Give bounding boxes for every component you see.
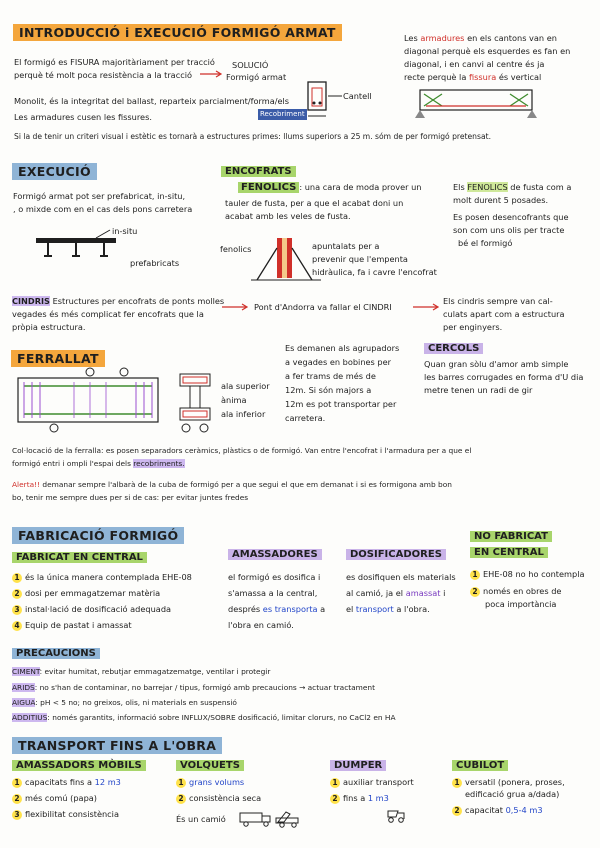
amassadores-line-3: després es transporta a <box>228 604 326 614</box>
intro-line-1: El formigó es FISURA majoritàriament per tracció <box>14 57 215 67</box>
fenolics-right-5: bé el formigó <box>458 238 513 248</box>
truck-icon <box>240 809 306 829</box>
ferrallat-mid-5: 12m es pot transportar per <box>285 399 397 409</box>
dosificadores-line-1: es dosifiquen els materials <box>346 572 456 582</box>
fabricat-central-title: FABRICAT EN CENTRAL <box>12 552 147 563</box>
recobriment-label: Recobriment <box>260 110 305 118</box>
cubilot-item-1-cont: edificació grua a/dada) <box>465 789 560 799</box>
formigo-armat-label: Formigó armat <box>226 72 287 82</box>
fenolics-label: fenolics <box>220 244 252 254</box>
precaucio-aigua: AIGUA: pH < 5 no; no greixos, olis, ni materials en suspensió <box>12 698 237 707</box>
dosificadores-title: DOSIFICADORES <box>346 549 446 560</box>
amassadors-item-1: 1 capacitats fins a 12 m3 <box>12 777 121 788</box>
beam-section-diagram <box>306 80 386 125</box>
volquets-item-2: 2 consistència seca <box>176 793 261 804</box>
arrow-icon <box>413 303 441 311</box>
amassadores-line-4: l'obra en camió. <box>228 620 294 630</box>
i-beam-section-diagram <box>178 370 218 434</box>
cubilot-item-1: 1 versatil (ponera, proses, <box>452 777 565 788</box>
amassadores-line-1: el formigó es dosifica i <box>228 572 321 582</box>
intro-right-line-2: diagonal perquè els esquerdes es fan en <box>404 46 571 56</box>
precaucio-arids: ARIDS: no s'han de contaminar, no barrejar / tipus, formigó amb precaucions → actuar tractament <box>12 683 376 692</box>
no-fabricat-item-2-cont: poca importància <box>485 599 557 609</box>
precaucio-additius: ADDITIUS: només garantits, informació sobre INFLUX/SOBRE dosificació, limitar clorurs, no CaCl2 en HA <box>12 713 396 722</box>
cindris-line-2: vegades és més complicat fer encofrats que la <box>12 309 204 319</box>
cubilot-title: CUBILOT <box>452 760 508 771</box>
cindris-line-3: pròpia estructura. <box>12 322 86 332</box>
intro-right-line-1: Les armadures en els cantons van en <box>404 33 557 43</box>
dosificadores-line-3: el transport a l'obra. <box>346 604 430 614</box>
collocacio-line-1: Col·locació de la ferralla: es posen separadors ceràmics, plàstics o de formigó. Van entre l'encofrat i l'armadura per a que el <box>12 446 472 455</box>
fenolics-right-3: Es posen desencofrants que <box>453 212 569 222</box>
section-title-execucio: EXECUCIÓ <box>12 163 97 180</box>
amassadores-line-2: s'amassa a la central, <box>228 588 318 598</box>
cindris-right-2: culats apart com a estructura <box>443 309 565 319</box>
execucio-line-1: Formigó armat pot ser prefabricat, in-situ, <box>13 191 186 201</box>
precaucio-ciment: CIMENT: evitar humitat, rebutjar emmagatzematge, ventilar i protegir <box>12 667 271 676</box>
cercols-line-3: metre tenen un radi de gir <box>424 385 533 395</box>
intro-line-2: perquè té molt poca resistència a la tracció <box>14 70 192 80</box>
ferrallat-mid-3: a fer trams de més de <box>285 371 376 381</box>
amassadors-item-3: 3 flexibilitat consistència <box>12 809 119 820</box>
volquets-item-1: 1 grans volums <box>176 777 244 788</box>
ferrallat-mid-4: 12m. Si són majors a <box>285 385 372 395</box>
cindris-right-3: per enginyers. <box>443 322 503 332</box>
fabricat-item-1: 1 és la única manera contemplada EHE-08 <box>12 572 192 583</box>
apuntalats-line-2: prevenir que l'empenta <box>312 254 408 264</box>
fenolics-line-1: FENOLICS : una cara de moda prover un <box>238 182 421 193</box>
cantell-label: Cantell <box>343 91 372 101</box>
fenolics-right-1: Els FENOLICS de fusta com a <box>453 182 572 192</box>
prefabricats-label: prefabricats <box>130 258 180 268</box>
dumper-item-1: 1 auxiliar transport <box>330 777 414 788</box>
solucio-label: SOLUCIÓ <box>232 60 269 70</box>
cindris-right-1: Els cindris sempre van cal- <box>443 296 553 306</box>
section-title-transport: TRANSPORT FINS A L'OBRA <box>12 737 222 754</box>
alerta-line-2: bo, tenir me sempre dues per si de cas: per evitar juntes fredes <box>12 493 249 502</box>
fenolics-line-2: tauler de fusta, per a que el acabat doni un <box>225 198 404 208</box>
cubilot-item-2: 2 capacitat 0,5-4 m3 <box>452 805 543 816</box>
fenolics-right-4: son com uns olis per tracte <box>453 225 565 235</box>
cindris-line-1: CINDRIS Estructures per encofrats de ponts molles <box>12 296 225 306</box>
arrow-icon <box>200 70 224 78</box>
no-fabricat-item-2: 2 només en obres de <box>470 586 561 597</box>
intro-right-line-4: recte perquè la fissura és vertical <box>404 72 542 82</box>
volquets-extra: És un camió <box>176 814 226 824</box>
precaucions-title: PRECAUCIONS <box>12 648 100 659</box>
intro-line-4: Les armadures cusen les fissures. <box>14 112 152 122</box>
in-situ-label: in-situ <box>112 226 138 236</box>
anima-label: ànima <box>221 395 247 405</box>
ferrallat-mid-1: Es demanen als agrupadors <box>285 343 400 353</box>
intro-line-3: Monolit, és la integritat del ballast, reparteix parcialment/forma/els <box>14 96 290 106</box>
ferrallat-mid-2: a vegades en bobines per <box>285 357 392 367</box>
cercols-line-2: les barres corrugades en forma d'U dia <box>424 372 584 382</box>
cercols-title: CERCOLS <box>424 343 483 354</box>
section-title-intro: INTRODUCCIÓ i EXECUCIÓ FORMIGÓ ARMAT <box>13 24 342 41</box>
execucio-line-2: , o mixde com en el cas dels pons carretera <box>13 204 193 214</box>
pont-andorra-note: Pont d'Andorra va fallar el CINDRI <box>254 302 392 312</box>
ferrallat-beam-diagram <box>14 368 164 432</box>
fabricat-item-4: 4 Equip de pastat i amassat <box>12 620 132 631</box>
amassadors-mobils-title: AMASSADORS MÒBILS <box>12 760 146 771</box>
ala-superior-label: ala superior <box>221 381 270 391</box>
fenolics-line-3: acabat amb les veles de fusta. <box>225 211 351 221</box>
dumper-icon <box>386 807 406 825</box>
no-fabricat-item-1: 1 EHE-08 no ho contempla <box>470 569 585 580</box>
intro-right-line-3: diagonal, i en canvi al centre és ja <box>404 59 545 69</box>
no-fabricat-title-2: EN CENTRAL <box>470 547 548 558</box>
alerta-line-1: Alerta!! demanar sempre l'albarà de la cuba de formigó per a que segui el que em demanat i si es formigona amb bon <box>12 480 452 489</box>
section-title-fabricacio: FABRICACIÓ FORMIGÓ <box>12 527 184 544</box>
no-fabricat-title-1: NO FABRICAT <box>470 531 552 542</box>
amassadors-item-2: 2 més comú (papa) <box>12 793 97 804</box>
collocacio-line-2: formigó entri i ompli l'espai dels recobriments. <box>12 459 185 468</box>
encofrats-title: ENCOFRATS <box>221 166 296 177</box>
fabricat-item-3: 3 instal·lació de dosificació adequada <box>12 604 171 615</box>
amassadores-title: AMASSADORES <box>228 549 322 560</box>
section-title-ferrallat: FERRALLAT <box>11 350 105 367</box>
fabricat-item-2: 2 dosi per emmagatzemar matèria <box>12 588 160 599</box>
dumper-title: DUMPER <box>330 760 386 771</box>
apuntalats-line-3: hidràulica, fa i cavre l'encofrat <box>312 267 437 277</box>
cercols-line-1: Quan gran sòlu d'amor amb simple <box>424 359 569 369</box>
dumper-item-2: 2 fins a 1 m3 <box>330 793 389 804</box>
beam-reinforcement-diagram <box>418 88 538 124</box>
ferrallat-mid-6: carretera. <box>285 413 326 423</box>
intro-bottom-note: Si la de tenir un criteri visual i estètic es tornarà a estructures primes: llums superiors a 25 m. sóm de per formigó pretensat. <box>14 132 491 141</box>
fenolics-right-2: molt durent 5 posades. <box>453 195 549 205</box>
ala-inferior-label: ala inferior <box>221 409 266 419</box>
dosificadores-line-2: al camió, ja el amassat i <box>346 588 446 598</box>
arrow-icon <box>222 303 250 311</box>
apuntalats-line-1: apuntalats per a <box>312 241 380 251</box>
volquets-title: VOLQUETS <box>176 760 244 771</box>
